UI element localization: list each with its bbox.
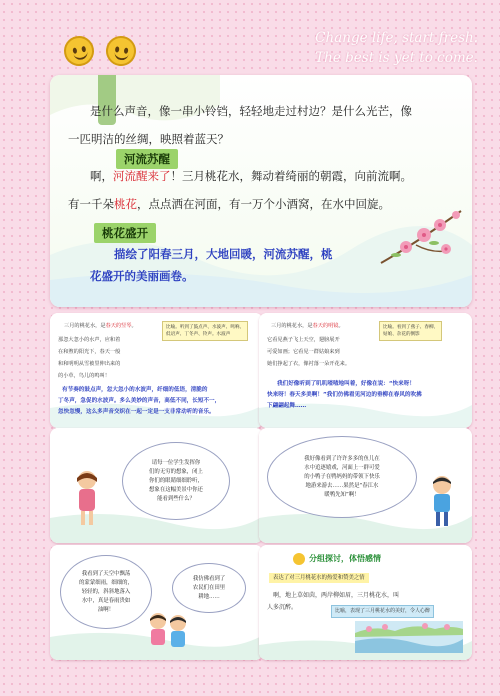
text-line: 啊，地上草如茵，两岸柳如眉，三月桃花水，叫: [273, 592, 400, 599]
bubble-line: 油啊！: [97, 606, 115, 613]
question-box: 表达了对三月桃花水的热爱和赞美之情: [269, 573, 369, 583]
summary-line: 有节奏的鼓点声，忽大忽小的水波声，纤细的低语，清脆的: [62, 387, 208, 393]
text-segment: 。: [338, 323, 344, 329]
highlight-text: 春天的明镜: [312, 323, 339, 329]
text-line: 她们挣起了衣，像衬落一朵开花来。: [267, 361, 351, 367]
peach-blossom-icon: [376, 203, 466, 273]
slide-thumbnail-5[interactable]: [50, 545, 263, 660]
text-segment: ，点点洒在河面，有一万个小酒窝，在水中回旋。: [137, 197, 390, 211]
text-line: 那忽大忽小的水声，应和着: [58, 337, 121, 343]
bubble-line: 我好像看到了许许多多的鱼儿在: [304, 455, 380, 462]
highlight-text: 春天的竖琴: [105, 323, 132, 329]
bubble-line: 地游来游去……果然是“春江水: [305, 482, 379, 489]
text-line: 一匹明洁的丝绸，映照着蓝天？: [68, 132, 229, 146]
annotation-note: 比喻，表现了三月桃花水的美好，令人心醉: [331, 605, 434, 618]
summary-line: 下翩翩起舞……: [267, 403, 307, 409]
bubble-line: 水中，真是春雨贵如: [81, 597, 131, 604]
river-scene-image: [355, 621, 463, 653]
slogan-line-1: Change life, start fresh.: [315, 30, 478, 46]
bubble-line: 能看到些什么？: [157, 495, 195, 502]
text-line: 的小草，鸟儿的鸣叫！: [58, 373, 110, 379]
summary-line: 丁冬声，急促的水波声。多么美妙的声音，高低不同，长短不一，: [58, 398, 221, 404]
bubble-line: 的小鸭子在鸭妈妈的带领下快乐: [304, 473, 380, 480]
speech-bubble: [60, 555, 152, 629]
smiley-icon: [293, 553, 305, 565]
text-segment: 啊，: [90, 169, 113, 183]
header-banner: [0, 0, 500, 72]
slogan-line-2: The best is yet to come.: [315, 50, 478, 66]
slide-title: 分组探讨，体悟感情: [309, 554, 381, 563]
text-line: [271, 321, 344, 331]
text-line: [64, 321, 137, 331]
bubble-line: 水中追逐嬉戏，河面上一群可爱: [304, 464, 380, 471]
children-illustration: [146, 611, 190, 657]
text-segment: ！三月桃花水，舞动着绮丽的朝霞，向前流啊。: [170, 169, 412, 183]
bubble-line: 的蒙蒙细雨，细细的，: [79, 579, 133, 586]
summary-line: 描绘了阳春三月，大地回暖，河流苏醒，桃: [114, 247, 333, 261]
summary-line: 忽快忽慢，这么多声音交织在一起一定是一支非常动听的音乐。: [58, 409, 215, 415]
note-line: 姑娘、杂花的倒影: [383, 332, 420, 337]
slide-thumbnail-4[interactable]: [259, 428, 472, 543]
label-peach-blossom: 桃花盛开: [94, 223, 156, 243]
summary-line: 快来呀！春天多美啊！”我们仿佛看见河边的垂柳在春风的吹拂: [267, 392, 422, 398]
label-river-awakens: 河流苏醒: [116, 149, 178, 169]
slide-thumbnail-2[interactable]: [259, 313, 472, 428]
summary-line: 我们好像听到了叽叽喳喳地叫着，好像在说：“快来呀！: [277, 381, 415, 387]
bubble-line: 我仿佛看到了: [192, 575, 226, 582]
text-line: 人多沉醉。: [267, 604, 298, 611]
text-line: 和和明明从雪被里伸出来的: [58, 361, 121, 367]
annotation-note: [379, 321, 442, 341]
slide-thumbnail-6[interactable]: [259, 545, 472, 660]
smiley-icon: [62, 34, 97, 69]
note-line: 低语声、丁冬声、铃声。水波声: [166, 332, 231, 337]
speech-bubble: [172, 563, 246, 613]
smiley-icon: [104, 34, 138, 68]
speech-bubble: [267, 436, 417, 518]
summary-line: 花盛开的美丽画卷。: [90, 269, 194, 283]
slide-thumbnail-3[interactable]: [50, 428, 263, 543]
bubble-line: 暖鸭先知”啊！: [324, 491, 360, 498]
text-segment: 有一千朵: [68, 197, 114, 211]
annotation-note: [162, 321, 248, 341]
bubble-line: 农民们在田里: [192, 584, 226, 591]
teacher-illustration: [72, 468, 102, 528]
text-line: [68, 194, 390, 214]
slide-thumbnail-1[interactable]: [50, 313, 263, 428]
text-line: 是什么声音，像一串小铃铛，轻轻地走过村边？是什么光芒，像: [90, 104, 412, 118]
bubble-line: 想象在这幅美景中你还: [149, 486, 203, 493]
bubble-line: 们的无穷的想象，闭上: [149, 468, 203, 475]
slogan: [315, 28, 478, 68]
main-slide: [50, 75, 472, 307]
bubble-line: 请每一位学生发挥你: [151, 459, 201, 466]
text-line: 它看见燕子飞上天空，翅膀展开: [267, 337, 340, 343]
note-line: 比喻。看到了燕子、春柳、: [383, 325, 439, 330]
bubble-line: 耕地……: [198, 593, 220, 600]
text-line: [90, 166, 412, 186]
highlight-text: 河流醒来了: [113, 169, 171, 183]
text-segment: 三月的桃花水，是: [64, 323, 106, 329]
text-line: 可爱如画；它看见一群姑娘来到: [267, 349, 340, 355]
bubble-line: 我看到了天空中飘荡: [81, 570, 131, 577]
note-line: 比喻。听到了鼓点声、水波声、鸣响、: [166, 325, 245, 330]
highlight-text: 桃花: [114, 197, 137, 211]
text-segment: 。: [131, 323, 137, 329]
bubble-line: 你们的眼睛细细聆听，: [149, 477, 203, 484]
speech-bubble: [122, 442, 230, 520]
boy-illustration: [427, 474, 457, 530]
text-segment: 三月的桃花水，是: [271, 323, 313, 329]
bubble-line: 轻轻的，斜斜地落入: [81, 588, 131, 595]
text-line: 在和煦的阳光下，春天一般: [58, 349, 121, 355]
